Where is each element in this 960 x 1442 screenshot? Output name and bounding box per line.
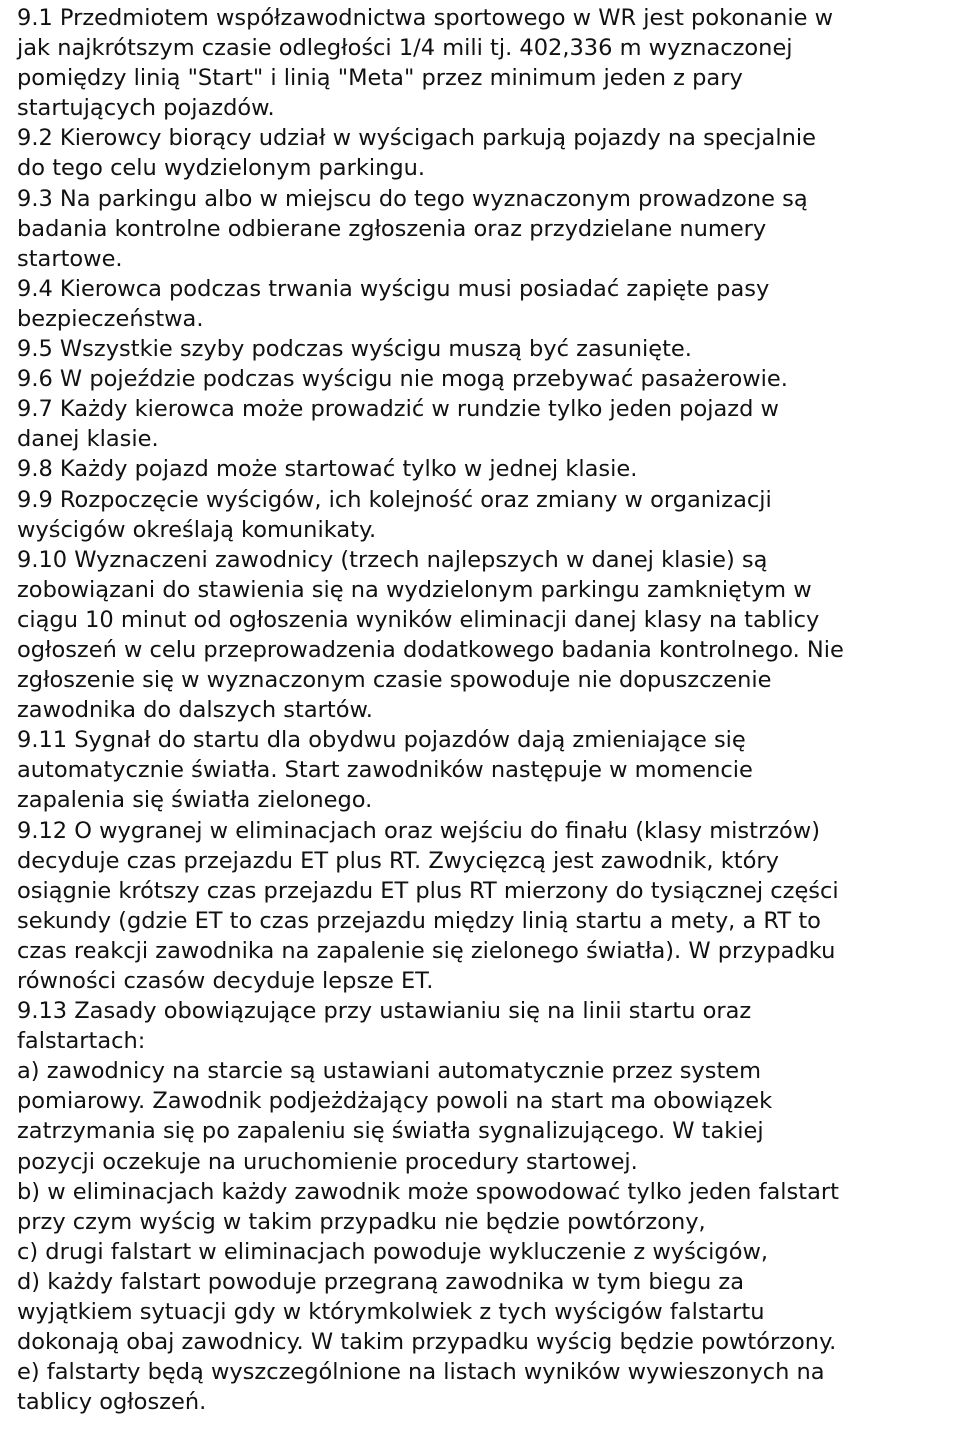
paragraph-9-13: 9.13 Zasady obowiązujące przy ustawianiu się na linii startu oraz falstartach: [17, 998, 752, 1055]
list-item-e: e) falstarty będą wyszczególnione na listach wyników wywieszonych na tablicy ogłoszeń. [17, 1359, 825, 1416]
paragraph-9-11: 9.11 Sygnał do startu dla obydwu pojazdów dają zmieniające się automatycznie światła. Start zawodników następuje w momencie zapalenia się światła zielonego. [17, 727, 753, 814]
document-body [17, 3, 947, 1417]
paragraph-9-10: 9.10 Wyznaczeni zawodnicy (trzech najlepszych w danej klasie) są zobowiązani do stawienia się na wydzielonym parkingu zamkniętym w ciągu 10 minut od ogłoszenia wyników eliminacji danej klasy na tablicy ogłoszeń w celu przeprowadzenia dodatkowego badania kontrolnego. Nie zgłoszenie się w wyznaczonym czasie spowoduje nie dopuszczenie zawodnika do dalszych startów. [17, 546, 844, 724]
paragraph-9-4: 9.4 Kierowca podczas trwania wyścigu musi posiadać zapięte pasy bezpieczeństwa. [17, 275, 770, 332]
list-item-d: d) każdy falstart powoduje przegraną zawodnika w tym biegu za wyjątkiem sytuacji gdy w którymkolwiek z tych wyścigów falstartu dokonają obaj zawodnicy. W takim przypadku wyścig będzie powtórzony. [17, 1268, 837, 1356]
paragraph-9-8: 9.8 Każdy pojazd może startować tylko w jednej klasie. [17, 456, 638, 483]
paragraph-9-3: 9.3 Na parkingu albo w miejscu do tego wyznaczonym prowadzone są badania kontrolne odbierane zgłoszenia oraz przydzielane numery startowe. [17, 185, 808, 272]
paragraph-9-5: 9.5 Wszystkie szyby podczas wyścigu muszą być zasunięte. [17, 336, 692, 363]
paragraph-9-12: 9.12 O wygranej w eliminacjach oraz wejściu do finału (klasy mistrzów) decyduje czas przejazdu ET plus RT. Zwycięzcą jest zawodnik, który osiągnie krótszy czas przejazdu ET plus RT mierzony do tysiącznej części sekundy (gdzie ET to czas przejazdu między linią startu a mety, a RT to czas reakcji zawodnika na zapalenie się zielonego światła). W przypadku równości czasów decyduje lepsze ET. [17, 817, 839, 994]
paragraph-9-7: 9.7 Każdy kierowca może prowadzić w rundzie tylko jeden pojazd w danej klasie. [17, 396, 779, 453]
paragraph-9-6: 9.6 W pojeździe podczas wyścigu nie mogą przebywać pasażerowie. [17, 366, 788, 393]
list-item-b: b) w eliminacjach każdy zawodnik może spowodować tylko jeden falstart przy czym wyścig w takim przypadku nie będzie powtórzony, [17, 1178, 839, 1235]
paragraph-9-2: 9.2 Kierowcy biorący udział w wyścigach parkują pojazdy na specjalnie do tego celu wydzielonym parkingu. [17, 125, 816, 182]
list-item-a: a) zawodnicy na starcie są ustawiani automatycznie przez system pomiarowy. Zawodnik podjeżdżający powoli na start ma obowiązek zatrzymania się po zapaleniu się światła sygnalizującego. W takiej pozycji oczekuje na uruchomienie procedury startowej. [17, 1058, 773, 1175]
paragraph-9-9: 9.9 Rozpoczęcie wyścigów, ich kolejność oraz zmiany w organizacji wyścigów określają komunikaty. [17, 486, 772, 543]
list-item-c: c) drugi falstart w eliminacjach powoduje wykluczenie z wyścigów, [17, 1238, 769, 1265]
paragraph-9-1: 9.1 Przedmiotem współzawodnictwa sportowego w WR jest pokonanie w jak najkrótszym czasie odległości 1/4 mili tj. 402,336 m wyznaczonej pomiędzy linią "Start" i linią "Meta" przez minimum jeden z pary startujących pojazdów. [17, 5, 834, 122]
